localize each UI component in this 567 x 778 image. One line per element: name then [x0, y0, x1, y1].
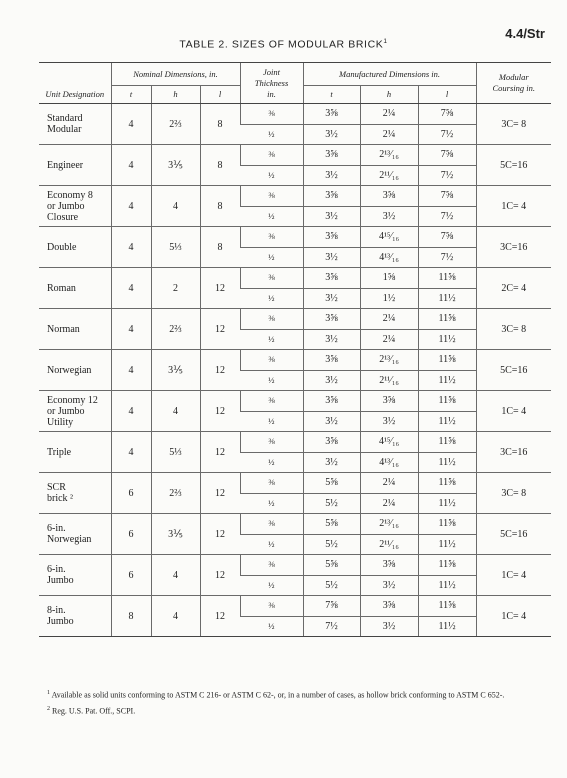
manufactured-h-cell: 1½ — [360, 288, 418, 309]
unit-designation-cell — [39, 309, 111, 350]
manufactured-h-cell: 2¹¹⁄₁₆ — [360, 370, 418, 391]
nominal-h-cell: 5⅓ — [151, 227, 200, 268]
modular-brick-table — [39, 62, 551, 637]
manufactured-j-cell: ⅜ — [240, 514, 303, 535]
unit-name-line: or Jumbo — [47, 405, 85, 417]
manufactured-j-cell: ⅜ — [240, 350, 303, 371]
manufactured-j-cell: ⅜ — [240, 596, 303, 617]
header-nominal-t: t — [111, 86, 151, 104]
manufactured-l-cell: 11½ — [418, 452, 476, 473]
nominal-t-cell: 4 — [111, 309, 151, 350]
manufactured-h-cell: 2¹¹⁄₁₆ — [360, 165, 418, 186]
manufactured-t-cell: 5½ — [303, 534, 360, 555]
table-row — [39, 432, 551, 453]
manufactured-j-cell: ⅜ — [240, 268, 303, 289]
manufactured-j-cell: ½ — [240, 493, 303, 514]
unit-name-line: Modular — [47, 124, 82, 135]
modular-coursing-cell: 1C= 4 — [476, 391, 551, 432]
manufactured-t-cell: 3⅝ — [303, 145, 360, 166]
page-reference: 4.4/Str — [505, 26, 545, 41]
manufactured-t-cell: 3⅝ — [303, 350, 360, 371]
nominal-l-cell: 12 — [200, 432, 240, 473]
manufactured-t-cell: 3⅝ — [303, 391, 360, 412]
unit-designation-cell — [39, 104, 111, 145]
unit-name-line: Jumbo — [47, 616, 74, 627]
table-row — [39, 104, 551, 125]
title-footnote-mark: 1 — [383, 38, 388, 45]
manufactured-t-cell: 3½ — [303, 288, 360, 309]
manufactured-t-cell: 3½ — [303, 452, 360, 473]
unit-designation-cell — [39, 145, 111, 186]
modular-coursing-cell: 5C=16 — [476, 145, 551, 186]
nominal-l-cell: 12 — [200, 350, 240, 391]
manufactured-t-cell: 5½ — [303, 575, 360, 596]
nominal-l-cell: 12 — [200, 514, 240, 555]
manufactured-j-cell: ½ — [240, 329, 303, 350]
table-row — [39, 145, 551, 166]
manufactured-h-cell: 2¼ — [360, 493, 418, 514]
manufactured-l-cell: 7⅝ — [418, 186, 476, 207]
table-row — [39, 350, 551, 371]
header-modular-coursing: Modular Coursing in. — [476, 63, 551, 104]
manufactured-h-cell: 4¹³⁄₁₆ — [360, 247, 418, 268]
manufactured-h-cell: 3½ — [360, 575, 418, 596]
nominal-l-cell: 8 — [200, 145, 240, 186]
manufactured-j-cell: ½ — [240, 370, 303, 391]
manufactured-j-cell: ⅜ — [240, 186, 303, 207]
manufactured-t-cell: 7½ — [303, 616, 360, 637]
manufactured-h-cell: 4¹⁵⁄₁₆ — [360, 432, 418, 453]
manufactured-t-cell: 3½ — [303, 370, 360, 391]
manufactured-l-cell: 7½ — [418, 206, 476, 227]
table-row — [39, 268, 551, 289]
unit-name-line: Roman — [47, 282, 76, 294]
manufactured-t-cell: 3⅝ — [303, 432, 360, 453]
unit-name-line: Jumbo — [47, 575, 74, 586]
manufactured-j-cell: ⅜ — [240, 145, 303, 166]
nominal-t-cell: 4 — [111, 104, 151, 145]
manufactured-j-cell: ½ — [240, 616, 303, 637]
manufactured-l-cell: 11⅝ — [418, 555, 476, 576]
nominal-l-cell: 12 — [200, 555, 240, 596]
nominal-h-cell: 3⅕ — [151, 145, 200, 186]
manufactured-j-cell: ⅜ — [240, 555, 303, 576]
unit-name-line: Norwegian — [47, 364, 92, 376]
modular-coursing-cell: 3C= 8 — [476, 309, 551, 350]
manufactured-l-cell: 11⅝ — [418, 350, 476, 371]
manufactured-h-cell: 2¼ — [360, 104, 418, 125]
nominal-l-cell: 12 — [200, 473, 240, 514]
unit-designation-cell — [39, 186, 111, 227]
nominal-t-cell: 4 — [111, 432, 151, 473]
manufactured-t-cell: 3⅝ — [303, 227, 360, 248]
manufactured-h-cell: 3½ — [360, 616, 418, 637]
modular-coursing-cell: 5C=16 — [476, 514, 551, 555]
nominal-l-cell: 12 — [200, 391, 240, 432]
unit-name-line: Closure — [47, 211, 79, 223]
manufactured-h-cell: 3⅝ — [360, 186, 418, 207]
manufactured-t-cell: 3⅝ — [303, 104, 360, 125]
manufactured-j-cell: ⅜ — [240, 104, 303, 125]
nominal-t-cell: 4 — [111, 186, 151, 227]
manufactured-l-cell: 7½ — [418, 247, 476, 268]
modular-coursing-cell: 3C= 8 — [476, 473, 551, 514]
nominal-h-cell: 4 — [151, 186, 200, 227]
nominal-h-cell: 2 — [151, 268, 200, 309]
footnotes — [39, 688, 551, 720]
manufactured-t-cell: 3½ — [303, 247, 360, 268]
header-nominal-h: h — [151, 86, 200, 104]
manufactured-j-cell: ⅜ — [240, 309, 303, 330]
table-row — [39, 555, 551, 576]
header-nominal-l: l — [200, 86, 240, 104]
nominal-h-cell: 5⅓ — [151, 432, 200, 473]
table-row — [39, 391, 551, 412]
manufactured-l-cell: 11½ — [418, 329, 476, 350]
nominal-t-cell: 4 — [111, 145, 151, 186]
nominal-h-cell: 4 — [151, 596, 200, 637]
manufactured-l-cell: 11½ — [418, 616, 476, 637]
nominal-h-cell: 3⅕ — [151, 514, 200, 555]
modular-coursing-cell: 3C=16 — [476, 227, 551, 268]
nominal-l-cell: 12 — [200, 309, 240, 350]
manufactured-h-cell: 3⅝ — [360, 596, 418, 617]
modular-coursing-cell: 1C= 4 — [476, 186, 551, 227]
unit-name-line: 6-in. — [47, 564, 66, 575]
unit-designation-cell — [39, 596, 111, 637]
table-title: TABLE 2. SIZES OF MODULAR BRICK$^1$ — [179, 38, 388, 51]
manufactured-j-cell: ½ — [240, 452, 303, 473]
table-row — [39, 186, 551, 207]
manufactured-h-cell: 2¹³⁄₁₆ — [360, 350, 418, 371]
manufactured-h-cell: 3⅝ — [360, 391, 418, 412]
nominal-h-cell: 4 — [151, 555, 200, 596]
header-manufactured-dimensions: Manufactured Dimensions in. — [303, 63, 476, 86]
manufactured-t-cell: 3½ — [303, 124, 360, 145]
manufactured-t-cell: 5⅝ — [303, 473, 360, 494]
manufactured-t-cell: 5½ — [303, 493, 360, 514]
header-manufactured-t: t — [303, 86, 360, 104]
nominal-t-cell: 6 — [111, 473, 151, 514]
nominal-l-cell: 12 — [200, 268, 240, 309]
nominal-l-cell: 8 — [200, 104, 240, 145]
unit-designation-cell — [39, 350, 111, 391]
manufactured-l-cell: 11⅝ — [418, 596, 476, 617]
unit-name-line: Norman — [47, 323, 80, 335]
manufactured-j-cell: ⅜ — [240, 473, 303, 494]
header-nominal-dimensions: Nominal Dimensions, in. — [111, 63, 240, 86]
manufactured-h-cell: 2¼ — [360, 329, 418, 350]
table-body — [39, 104, 551, 637]
manufactured-l-cell: 11⅝ — [418, 391, 476, 412]
modular-coursing-cell: 3C= 8 — [476, 104, 551, 145]
manufactured-l-cell: 11⅝ — [418, 514, 476, 535]
header-manufactured-l: l — [418, 86, 476, 104]
manufactured-h-cell: 2¼ — [360, 124, 418, 145]
unit-name-line: Engineer — [47, 159, 84, 171]
unit-designation-cell — [39, 432, 111, 473]
unit-name-line: Standard — [47, 113, 83, 124]
unit-designation-cell — [39, 473, 111, 514]
manufactured-l-cell: 7⅝ — [418, 104, 476, 125]
manufactured-j-cell: ½ — [240, 534, 303, 555]
nominal-t-cell: 6 — [111, 555, 151, 596]
nominal-h-cell: 3⅕ — [151, 350, 200, 391]
unit-name-line: Economy 8 — [47, 189, 93, 201]
unit-name-line: Utility — [47, 416, 74, 428]
manufactured-t-cell: 3⅝ — [303, 268, 360, 289]
manufactured-l-cell: 11½ — [418, 575, 476, 596]
manufactured-h-cell: 3⅝ — [360, 555, 418, 576]
manufactured-h-cell: 2¼ — [360, 473, 418, 494]
manufactured-l-cell: 11½ — [418, 411, 476, 432]
manufactured-t-cell: 7⅝ — [303, 596, 360, 617]
manufactured-t-cell: 3½ — [303, 206, 360, 227]
header-unit-designation: Unit Designation — [39, 63, 111, 104]
footnote-2: $^2$ Reg. U.S. Pat. Off., SCPI. — [47, 706, 136, 716]
manufactured-j-cell: ⅜ — [240, 391, 303, 412]
manufactured-h-cell: 3½ — [360, 411, 418, 432]
unit-name-line: Triple — [47, 446, 72, 458]
manufactured-l-cell: 7⅝ — [418, 227, 476, 248]
nominal-h-cell: 4 — [151, 391, 200, 432]
nominal-h-cell: 2⅔ — [151, 104, 200, 145]
manufactured-j-cell: ½ — [240, 124, 303, 145]
unit-name-line: 8-in. — [47, 605, 66, 616]
manufactured-l-cell: 11⅝ — [418, 432, 476, 453]
header-manufactured-h: h — [360, 86, 418, 104]
manufactured-t-cell: 3⅝ — [303, 309, 360, 330]
manufactured-t-cell: 5⅝ — [303, 514, 360, 535]
manufactured-t-cell: 3½ — [303, 165, 360, 186]
manufactured-h-cell: 4¹⁵⁄₁₆ — [360, 227, 418, 248]
manufactured-j-cell: ½ — [240, 247, 303, 268]
unit-name-line: 6-in. — [47, 523, 66, 534]
unit-designation-cell — [39, 227, 111, 268]
manufactured-j-cell: ½ — [240, 411, 303, 432]
nominal-t-cell: 4 — [111, 268, 151, 309]
header-joint-thickness: Joint Thickness in. — [240, 63, 303, 104]
manufactured-l-cell: 11⅝ — [418, 268, 476, 289]
manufactured-l-cell: 7½ — [418, 124, 476, 145]
table-row — [39, 473, 551, 494]
manufactured-j-cell: ⅜ — [240, 227, 303, 248]
manufactured-t-cell: 5⅝ — [303, 555, 360, 576]
unit-name-line: or Jumbo — [47, 200, 85, 212]
unit-designation-cell — [39, 268, 111, 309]
nominal-t-cell: 6 — [111, 514, 151, 555]
manufactured-h-cell: 2¹³⁄₁₆ — [360, 145, 418, 166]
manufactured-j-cell: ½ — [240, 575, 303, 596]
nominal-l-cell: 8 — [200, 227, 240, 268]
manufactured-l-cell: 11⅝ — [418, 309, 476, 330]
nominal-t-cell: 4 — [111, 227, 151, 268]
manufactured-l-cell: 11½ — [418, 534, 476, 555]
unit-designation-cell — [39, 391, 111, 432]
table-row — [39, 514, 551, 535]
modular-coursing-cell: 5C=16 — [476, 350, 551, 391]
table-row — [39, 309, 551, 330]
manufactured-l-cell: 11½ — [418, 370, 476, 391]
modular-coursing-cell: 1C= 4 — [476, 555, 551, 596]
nominal-l-cell: 8 — [200, 186, 240, 227]
nominal-l-cell: 12 — [200, 596, 240, 637]
modular-coursing-cell: 1C= 4 — [476, 596, 551, 637]
manufactured-j-cell: ⅜ — [240, 432, 303, 453]
unit-name-line: brick ² — [47, 493, 74, 504]
nominal-t-cell: 8 — [111, 596, 151, 637]
manufactured-l-cell: 7½ — [418, 165, 476, 186]
manufactured-l-cell: 11½ — [418, 493, 476, 514]
manufactured-l-cell: 7⅝ — [418, 145, 476, 166]
manufactured-j-cell: ½ — [240, 288, 303, 309]
unit-name-line: Economy 12 — [47, 394, 98, 406]
manufactured-t-cell: 3½ — [303, 329, 360, 350]
unit-designation-cell — [39, 555, 111, 596]
unit-name-line: Double — [47, 241, 77, 253]
manufactured-h-cell: 2¹³⁄₁₆ — [360, 514, 418, 535]
manufactured-h-cell: 1⅝ — [360, 268, 418, 289]
unit-name-line: Norwegian — [47, 534, 92, 545]
unit-name-line: SCR — [47, 482, 66, 493]
manufactured-h-cell: 2¹¹⁄₁₆ — [360, 534, 418, 555]
unit-designation-cell — [39, 514, 111, 555]
nominal-h-cell: 2⅔ — [151, 309, 200, 350]
nominal-h-cell: 2⅔ — [151, 473, 200, 514]
modular-coursing-cell: 3C=16 — [476, 432, 551, 473]
manufactured-l-cell: 11½ — [418, 288, 476, 309]
table-row — [39, 227, 551, 248]
manufactured-j-cell: ½ — [240, 165, 303, 186]
manufactured-j-cell: ½ — [240, 206, 303, 227]
table-row — [39, 596, 551, 617]
manufactured-h-cell: 3½ — [360, 206, 418, 227]
manufactured-t-cell: 3½ — [303, 411, 360, 432]
footnote-1: $^1$ Available as solid units conforming to ASTM C 216- or ASTM C 62-, or, in a number of cases, as hollow brick conforming to ASTM C 652-. — [47, 690, 505, 700]
manufactured-l-cell: 11⅝ — [418, 473, 476, 494]
nominal-t-cell: 4 — [111, 391, 151, 432]
manufactured-h-cell: 4¹³⁄₁₆ — [360, 452, 418, 473]
manufactured-t-cell: 3⅝ — [303, 186, 360, 207]
nominal-t-cell: 4 — [111, 350, 151, 391]
manufactured-h-cell: 2¼ — [360, 309, 418, 330]
modular-coursing-cell: 2C= 4 — [476, 268, 551, 309]
